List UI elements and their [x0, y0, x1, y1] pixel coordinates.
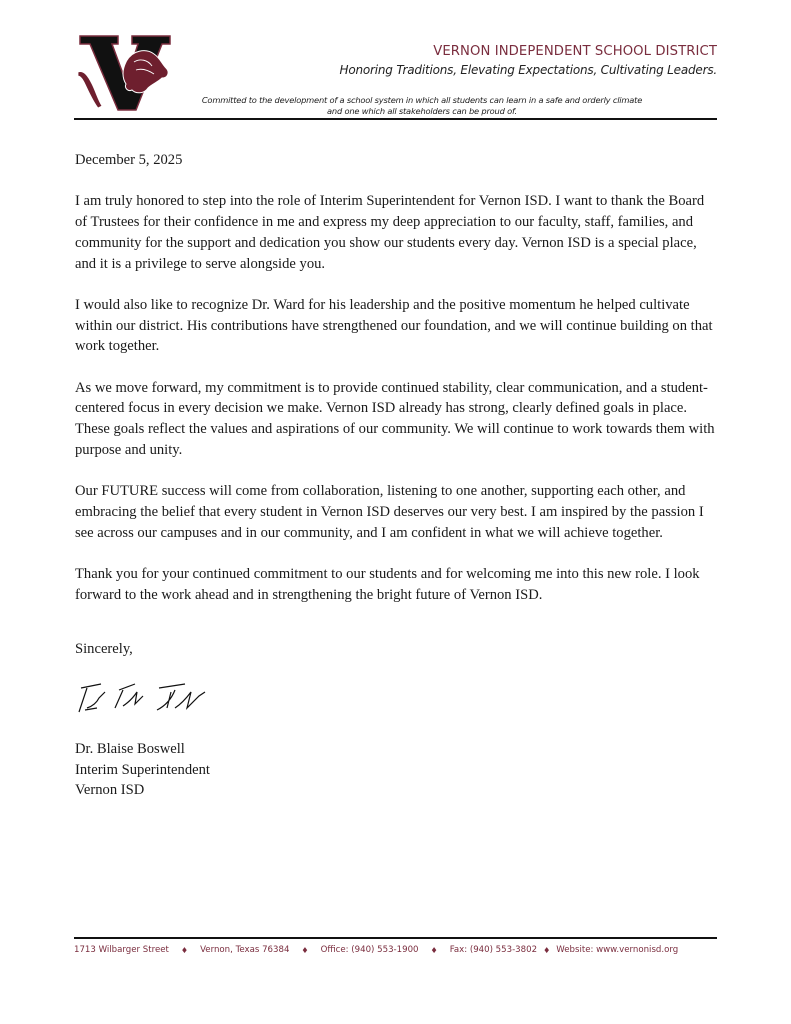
vernon-v-lion-logo-icon: [74, 32, 174, 112]
paragraph-4: Our FUTURE success will come from collaboration, listening to one another, supporting each other, and embracing the belief that every student in Vernon ISD deserves our very best. I am inspired by the passion I see across our campuses and in our community, and I am confident in what we will achieve together.: [75, 483, 704, 541]
footer-website[interactable]: Website: www.vernonisd.org: [556, 945, 679, 955]
diamond-separator-icon: ♦: [301, 945, 309, 955]
letterhead: [74, 30, 717, 122]
mission-line-1: Committed to the development of a school system in which all students can learn in a safe and orderly climate: [201, 95, 643, 105]
signer-organization: Vernon ISD: [75, 782, 145, 799]
letter-body: [75, 150, 715, 801]
paragraph-5: Thank you for your continued commitment to our students and for welcoming me into this new role. I look forward to the work ahead and in strengthening the bright future of Vernon ISD.: [75, 565, 700, 603]
paragraph-3: As we move forward, my commitment is to provide continued stability, clear communication, and a student-centered focus in every decision we make. Vernon ISD already has strong, clearly defined goals in place. These goals reflect the values and aspirations of our community. We will continue to work towards them with purpose and unity.: [75, 379, 715, 458]
signer-name: Dr. Blaise Boswell: [75, 740, 185, 757]
paragraph-2: I would also like to recognize Dr. Ward for his leadership and the positive momentum he helped cultivate within our district. His contributions have strengthened our foundation, and we will continue building on that work together.: [75, 296, 713, 355]
mission-statement: [172, 95, 672, 116]
diamond-separator-icon: ♦: [543, 945, 551, 955]
signature-block: [75, 739, 715, 801]
district-motto: Honoring Traditions, Elevating Expectations, Cultivating Leaders.: [339, 63, 717, 77]
footer-city: Vernon, Texas 76384: [200, 945, 290, 955]
signature-icon: [75, 678, 225, 718]
diamond-separator-icon: ♦: [430, 945, 438, 955]
footer-office-phone: Office: (940) 553-1900: [320, 945, 419, 955]
footer-contact-info: [74, 945, 717, 955]
paragraph-1: I am truly honored to step into the role of Interim Superintendent for Vernon ISD. I want to thank the Board of Trustees for their confidence in me and express my deep appreciation to our faculty, staff, families, and community for the support and dedication you show our students every day. Vernon ISD is a special place, and it is a privilege to serve alongside you.: [75, 193, 705, 272]
district-name: VERNON INDEPENDENT SCHOOL DISTRICT: [433, 44, 717, 59]
diamond-separator-icon: ♦: [180, 945, 189, 955]
footer-address: 1713 Wilbarger Street: [74, 945, 169, 955]
header-divider: [74, 118, 717, 120]
footer-divider: [74, 937, 717, 939]
closing: Sincerely,: [75, 641, 133, 658]
footer-fax: Fax: (940) 553-3802: [449, 945, 538, 955]
letter-date: December 5, 2025: [75, 152, 183, 168]
signer-title: Interim Superintendent: [75, 761, 210, 778]
mission-line-2: and one which all stakeholders can be proud of.: [327, 105, 517, 116]
